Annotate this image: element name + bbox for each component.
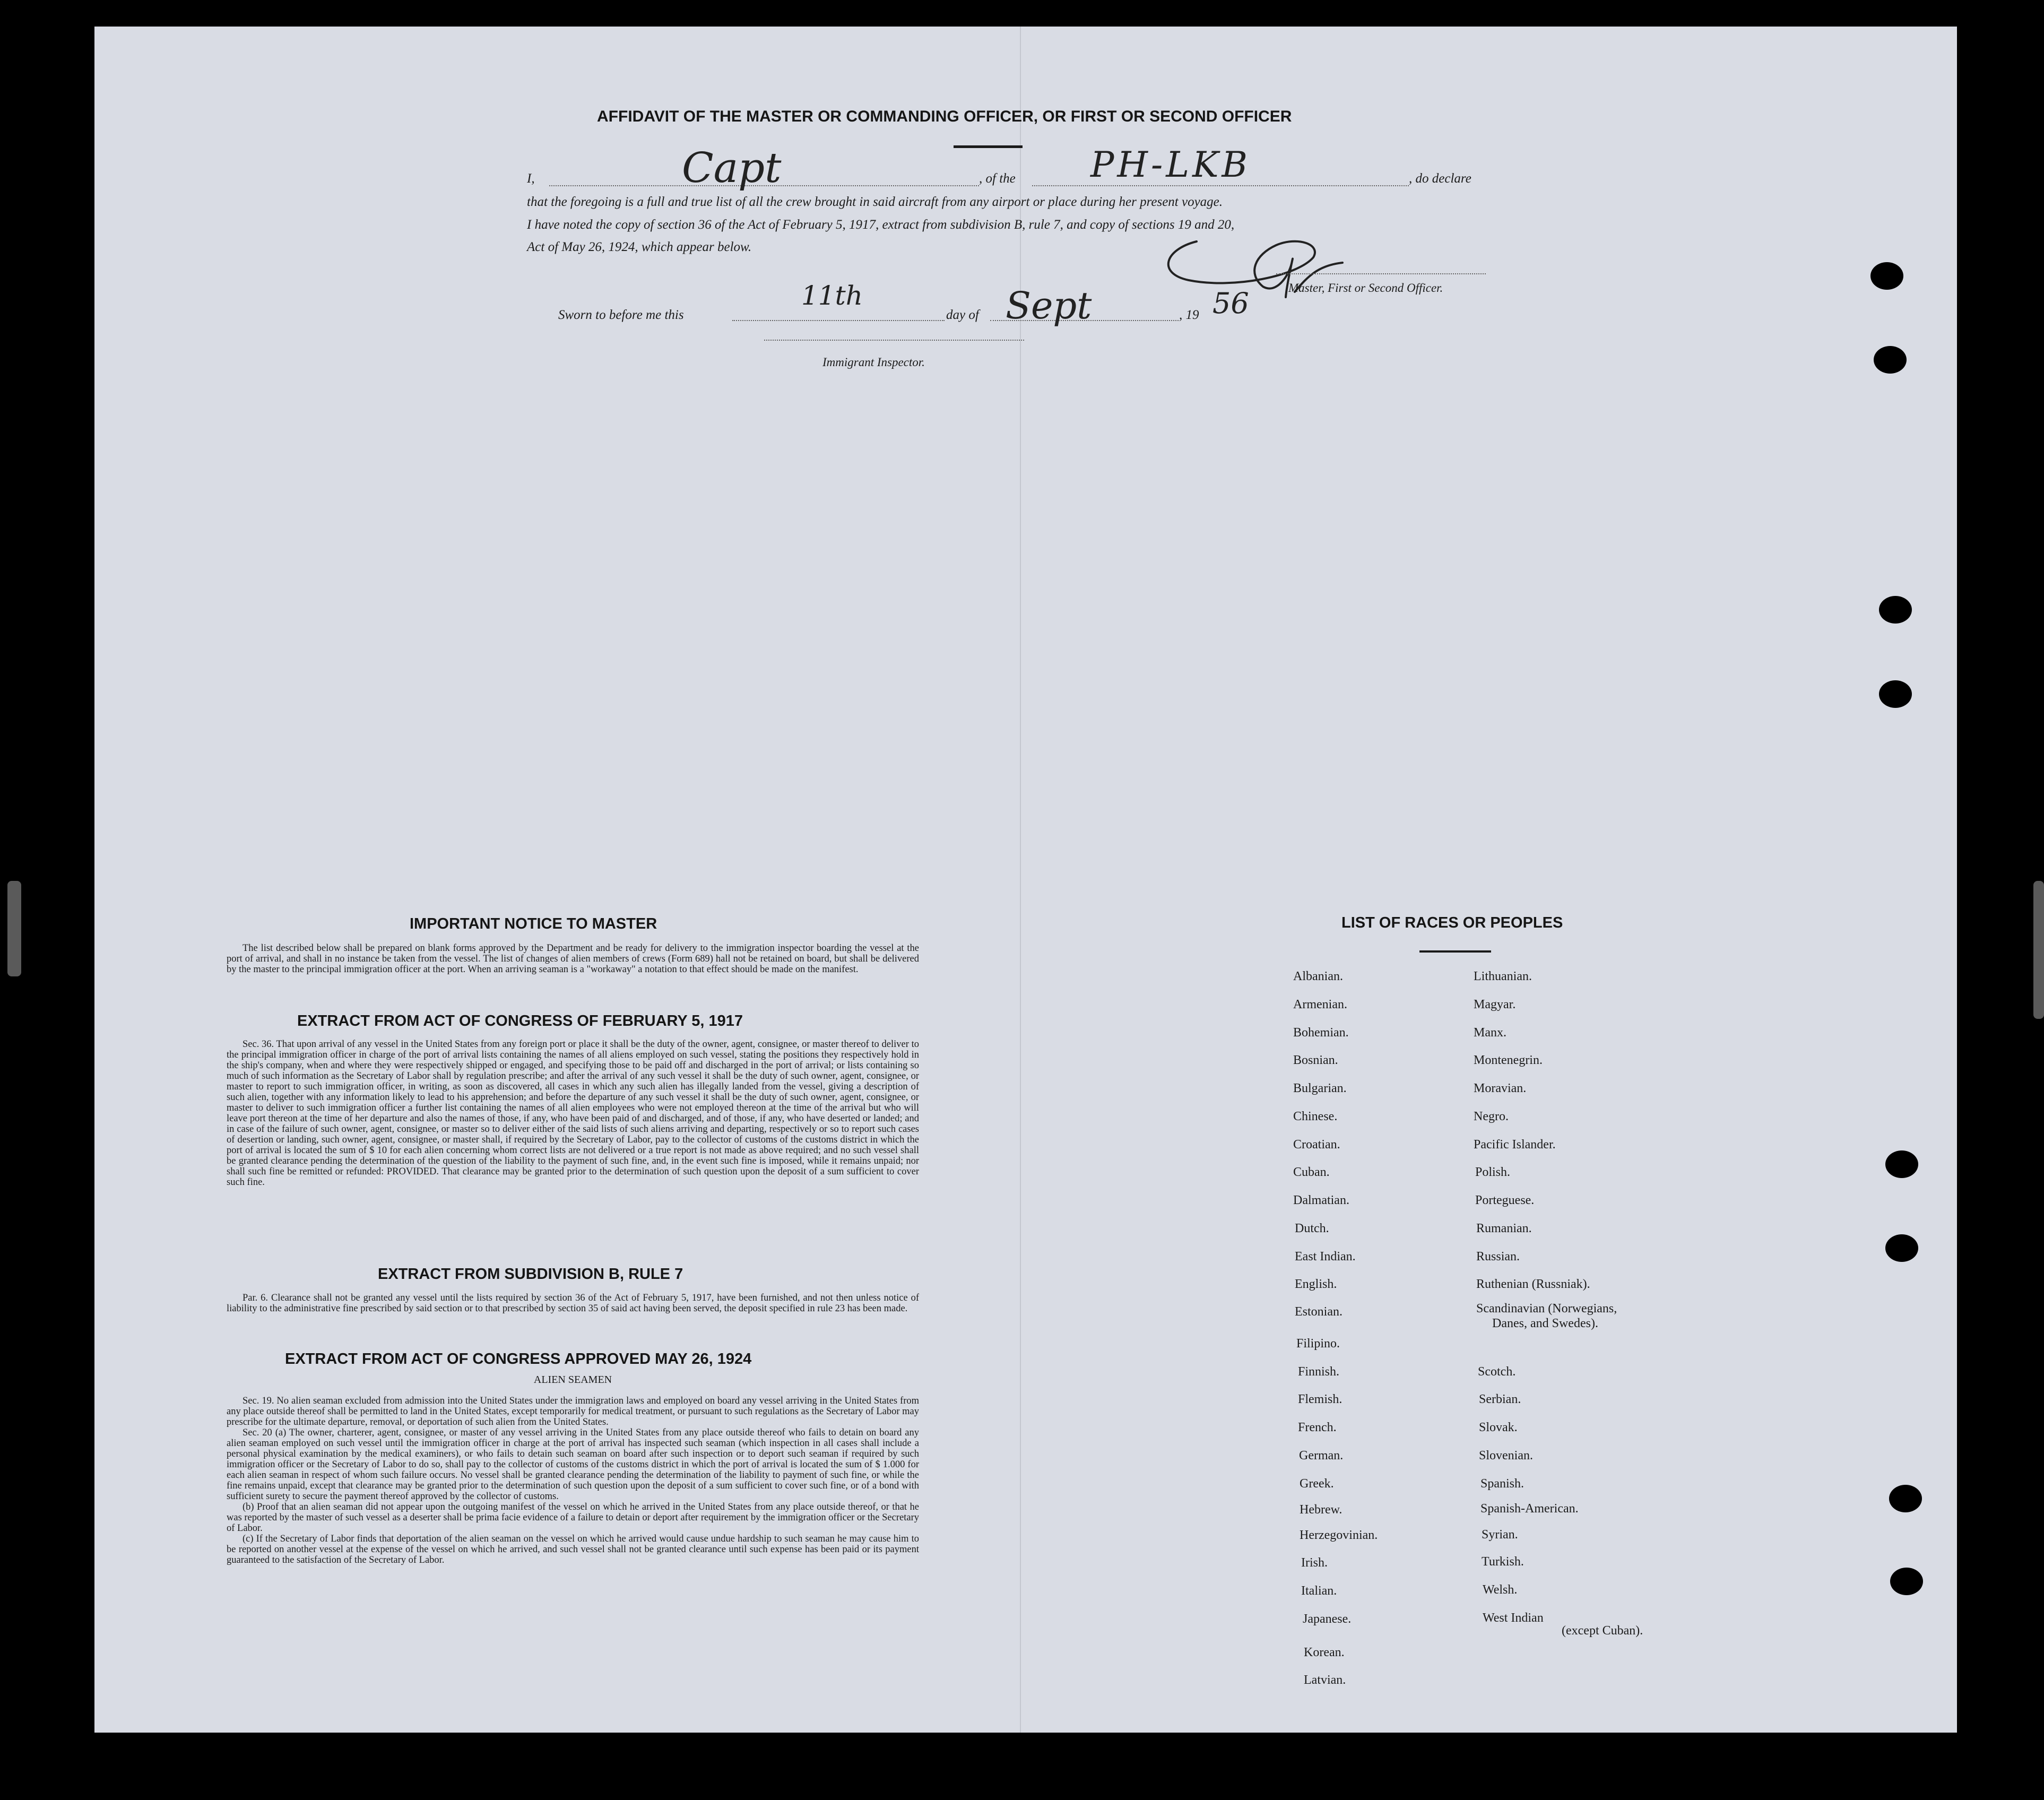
race-item: Syrian.	[1482, 1528, 1518, 1542]
page-fold	[1020, 27, 1021, 1733]
sec-20c-paragraph: (c) If the Secretary of Labor finds that deportation of the alien seaman on the vessel on which he arrived would cause undue hardship to such seaman he may cause him to be reported on another vessel at the expense of the vessel on which he arrived, and such vessel shall not be granted clearance until such expense has been paid or its payment guaranteed to the satisfaction of the Secretary of Labor.	[227, 1534, 919, 1565]
handwritten-month: Sept	[1006, 284, 1092, 327]
notice-text	[227, 943, 919, 975]
race-item: Scandinavian (Norwegians,	[1476, 1302, 1617, 1316]
race-item: Montenegrin.	[1474, 1053, 1543, 1067]
extract-1917-title: EXTRACT FROM ACT OF CONGRESS OF FEBRUARY 5, 1917	[297, 1012, 743, 1029]
race-item: East Indian.	[1295, 1250, 1356, 1264]
race-item: Welsh.	[1483, 1583, 1518, 1597]
binder-hole	[1879, 680, 1912, 708]
section-36-paragraph: Sec. 36. That upon arrival of any vessel in the United States from any foreign port or place it shall be the duty of the owner, agent, consignee, or master thereof to deliver to the principal immigration officer in charge of the port of arrival lists containing the names of all aliens employed on such vessel, stating the positions they respectively hold in the ship's company, when and where they were respectively shipped or engaged, and specifying those to be paid off and discharged in the port of arrival; or lists containing so much of such information as the Secretary of Labor shall by regulation prescribe; and after the arrival of any such vessel it shall be the duty of such owner, agent, consignee, or master to report to such immigration officer, in writing, as soon as discovered, all cases in which any such alien has illegally landed from the vessel, giving a description of such alien, together with any information likely to lead to his apprehension; and before the departure of any such vessel it shall be the duty of such owner, agent, consignee, or master to deliver to such immigration officer a further list containing the names of all alien employees who were not employed thereon at the time of the arrival but who will leave port thereon at the time of her departure and also the names of those, if any, who have been paid of and discharged, and of those, if any, who have deserted or landed; and in case of the failure of such owner, agent, consignee, or master so to deliver either of the said lists of such aliens arriving and departing, respectively or so to report such cases of desertion or landing, such owner, agent, consignee, or master shall, if required by the Secretary of Labor, pay to the collector of customs of the customs district in which the port of arrival is located the sum of $ 10 for each alien concerning whom correct lists are not delivered or a true report is not made as above required; and no such vessel shall be granted clearance pending the determination of the question of the liability to the payment of such fine, and, in the event such fine is imposed, while it remains unpaid; nor shall such fine be remitted or refunded: PROVIDED. That clearance may be granted prior to the determination of such question upon the deposit of a sum sufficient to cover such fine.	[227, 1039, 919, 1188]
affidavit-line-2: that the foregoing is a full and true list of all the crew brought in said aircraft from any airport or place during her present voyage.	[527, 195, 1223, 209]
sec-19-paragraph: Sec. 19. No alien seaman excluded from admission into the United States under the immigration laws and employed on board any vessel arriving in the United States from any place outside thereof shall be permitted to land in the United States, except temporarily for medical treatment, or pursuant to such regulations as the Secretary of Labor may prescribe for the ultimate departure, removal, or deportation of such alien from the United States.	[227, 1396, 919, 1427]
race-item: Bosnian.	[1293, 1053, 1338, 1067]
extract-1924-text	[227, 1396, 919, 1565]
day-of-label: day of	[946, 308, 979, 322]
extract-1924-title: EXTRACT FROM ACT OF CONGRESS APPROVED MAY 26, 1924	[285, 1351, 752, 1368]
race-item: Manx.	[1474, 1026, 1506, 1040]
race-item: Danes, and Swedes).	[1492, 1317, 1598, 1330]
vessel-line	[1032, 185, 1409, 186]
race-item: Scotch.	[1478, 1365, 1516, 1379]
race-item: Japanese.	[1303, 1612, 1352, 1626]
race-item: Estonian.	[1295, 1305, 1343, 1319]
master-label: Master, First or Second Officer.	[1288, 281, 1443, 295]
notice-title: IMPORTANT NOTICE TO MASTER	[410, 915, 657, 932]
inspector-label: Immigrant Inspector.	[822, 356, 925, 369]
handwritten-day: 11th	[801, 280, 863, 311]
race-item: Hebrew.	[1300, 1503, 1343, 1517]
race-item: Cuban.	[1293, 1165, 1330, 1179]
day-line	[732, 320, 945, 321]
race-item: Pacific Islander.	[1474, 1138, 1556, 1152]
race-item: Bulgarian.	[1293, 1081, 1347, 1095]
race-item: Turkish.	[1482, 1555, 1524, 1569]
sec-20a-paragraph: Sec. 20 (a) The owner, charterer, agent, consignee, or master of any vessel arriving in the United States from any place outside thereof who fails to detain on board any alien seaman employed on such vessel until the immigration officer in charge at the port of arrival has inspected such seaman (which inspection in all cases shall include a personal physical examination by the medical examiners), or who fails to detain such seaman on board after such inspection or to deport such seaman if required by such immigration officer or the Secretary of Labor to do so, shall pay to the collector of customs of the customs district in which the port of arrival is located the sum of $ 1.000 for each alien seaman in respect of whom such failure occurs. No vessel shall be granted clearance pending the determination of the liability to payment of such fine, or while the fine remains unpaid, except that clearance may be granted prior to the determination of such question upon the deposit of a sum sufficient to cover such fine, or of a bond with sufficient surety to secure the payment thereof approved by the collector of customs.	[227, 1427, 919, 1502]
race-item: Ruthenian (Russniak).	[1476, 1277, 1590, 1291]
handwritten-vessel: PH-LKB	[1090, 144, 1251, 185]
races-title-rule	[1419, 950, 1491, 953]
film-edge-mark	[7, 881, 21, 976]
sworn-label: Sworn to before me this	[558, 308, 684, 322]
affidavit-i-label: I,	[527, 171, 535, 186]
race-item: Flemish.	[1298, 1392, 1343, 1406]
race-item: Moravian.	[1474, 1081, 1527, 1095]
race-item: Dutch.	[1295, 1222, 1329, 1235]
binder-hole	[1889, 1485, 1922, 1512]
race-item: Porteguese.	[1475, 1193, 1535, 1207]
par-6-paragraph: Par. 6. Clearance shall not be granted any vessel until the lists required by section 36 of the Act of February 5, 1917, have been furnished, and not then unless notice of liability to the administrative fine prescribed by said section or to that prescribed by section 35 of said act having been served, the deposit specified in rule 23 has been made.	[227, 1293, 919, 1314]
race-item: Magyar.	[1474, 998, 1516, 1011]
race-item: Dalmatian.	[1293, 1193, 1349, 1207]
race-item: Polish.	[1475, 1165, 1511, 1179]
race-item: Latvian.	[1304, 1673, 1346, 1687]
race-item: Croatian.	[1293, 1138, 1340, 1152]
race-item: Slovak.	[1479, 1421, 1518, 1434]
race-item: Finnish.	[1298, 1365, 1340, 1379]
binder-hole	[1879, 596, 1912, 624]
race-item: Korean.	[1304, 1646, 1345, 1659]
signature-line	[1276, 273, 1486, 274]
race-item: Bohemian.	[1293, 1026, 1349, 1040]
race-item: French.	[1298, 1421, 1337, 1434]
race-item: Spanish-American.	[1480, 1502, 1579, 1516]
binder-hole	[1885, 1234, 1918, 1262]
race-item: Spanish.	[1480, 1477, 1525, 1491]
race-item: Serbian.	[1479, 1392, 1521, 1406]
race-item: Chinese.	[1293, 1110, 1338, 1123]
binder-hole	[1874, 346, 1907, 374]
race-item: German.	[1299, 1449, 1344, 1462]
race-item: Armenian.	[1293, 998, 1347, 1011]
race-item: Herzegovinian.	[1300, 1528, 1378, 1542]
handwritten-year: 56	[1212, 287, 1249, 320]
race-item: Rumanian.	[1476, 1222, 1532, 1235]
race-item: Greek.	[1300, 1477, 1334, 1491]
race-item: Russian.	[1476, 1250, 1520, 1264]
film-edge-mark	[2033, 881, 2044, 1019]
do-declare-label: , do declare	[1409, 171, 1471, 186]
binder-hole	[1870, 262, 1903, 290]
race-item: Negro.	[1474, 1110, 1509, 1123]
affidavit-line-4: Act of May 26, 1924, which appear below.	[527, 240, 752, 254]
race-item: Italian.	[1301, 1584, 1337, 1598]
affidavit-title: AFFIDAVIT OF THE MASTER OR COMMANDING OFFICER, OR FIRST OR SECOND OFFICER	[597, 108, 1292, 125]
affidavit-line-3: I have noted the copy of section 36 of the Act of February 5, 1917, extract from subdivision B, rule 7, and copy of sections 19 and 20,	[527, 218, 1235, 232]
alien-seamen-subtitle: ALIEN SEAMEN	[533, 1374, 612, 1386]
race-item: Filipino.	[1296, 1337, 1340, 1351]
binder-hole	[1890, 1568, 1923, 1595]
subdivision-b-title: EXTRACT FROM SUBDIVISION B, RULE 7	[378, 1266, 683, 1283]
sec-20b-paragraph: (b) Proof that an alien seaman did not appear upon the outgoing manifest of the vessel on which he arrived in the United States from any place outside thereof, or that he was reported by the master of such vessel as a deserter shall be prima facie evidence of a failure to detain or deport after requirement by the immigration officer or the Secretary of Labor.	[227, 1502, 919, 1534]
race-item: Lithuanian.	[1474, 970, 1532, 983]
races-title: LIST OF RACES OR PEOPLES	[1341, 914, 1563, 931]
race-item: Slovenian.	[1479, 1449, 1533, 1462]
race-item: Albanian.	[1293, 970, 1343, 983]
race-item: West Indian	[1483, 1611, 1544, 1625]
subdivision-b-text	[227, 1293, 919, 1314]
handwritten-name: Capt	[682, 144, 782, 192]
race-item: Irish.	[1301, 1556, 1328, 1570]
race-item: English.	[1295, 1277, 1337, 1291]
race-item: (except Cuban).	[1562, 1624, 1643, 1638]
year-label: , 19	[1179, 308, 1199, 322]
notice-paragraph: The list described below shall be prepared on blank forms approved by the Department and be ready for delivery to the immigration inspector boarding the vessel at the port of arrival, and shall in no instance be taken from the vessel. The list of changes of alien members of crews (Form 689) hall not be retained on board, but shall be delivered by the master to the principal immigration officer at the port. When an arriving seaman is a "workaway" a notation to that effect should be made on the manifest.	[227, 943, 919, 975]
binder-hole	[1885, 1150, 1918, 1178]
of-the-label: , of the	[979, 171, 1016, 186]
title-rule	[954, 145, 1023, 148]
extract-1917-text	[227, 1039, 919, 1188]
inspector-line	[764, 340, 1024, 341]
